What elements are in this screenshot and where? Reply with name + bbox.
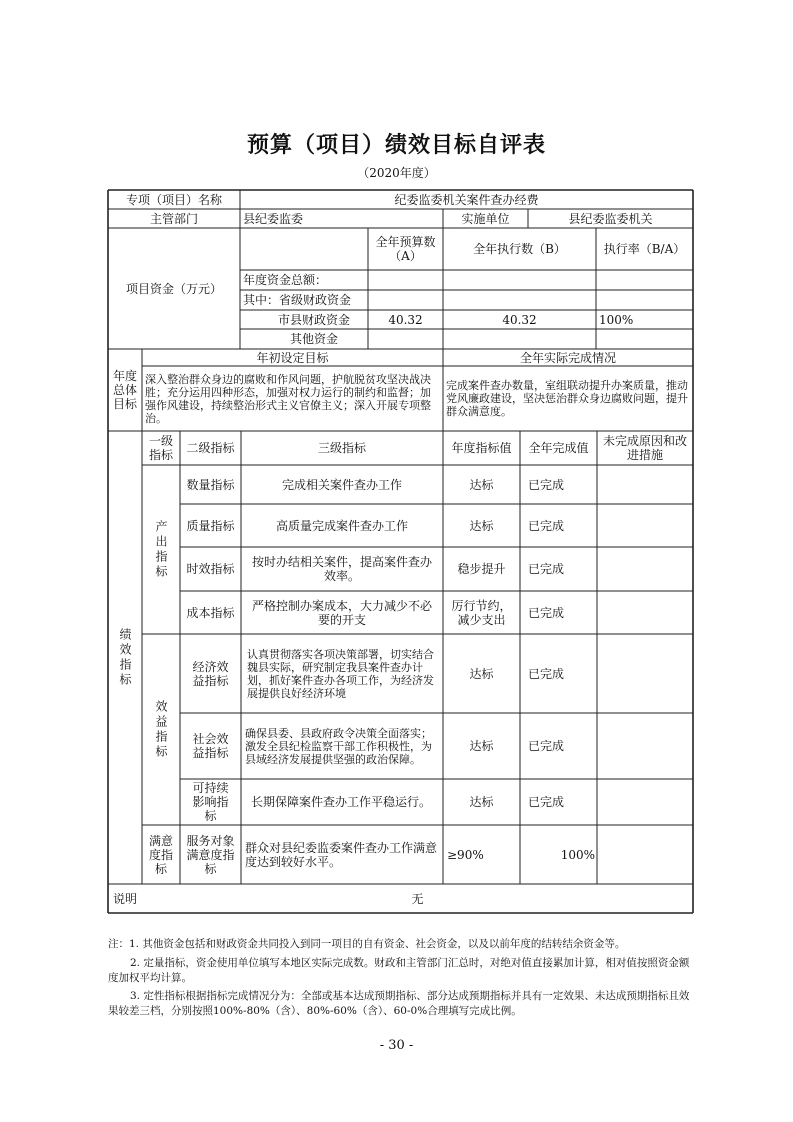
funds-row-total-label: 年度资金总额： — [243, 273, 328, 287]
row-sustainable-reason — [597, 779, 693, 825]
row-quality-target: 达标 — [469, 518, 494, 533]
funds-row-other-budget — [368, 329, 443, 349]
row-economic-target: 达标 — [469, 666, 494, 681]
funds-col-rate: 执行率（B/A） — [603, 242, 686, 256]
goals-actual-header: 全年实际完成情况 — [519, 350, 616, 365]
row-quality-level3: 高质量完成案件查办工作 — [275, 518, 408, 533]
row-quantity-level3: 完成相关案件查办工作 — [281, 477, 402, 492]
dept-label: 主管部门 — [149, 211, 198, 226]
project-name-value: 纪委监委机关案件查办经费 — [394, 192, 539, 207]
header-level1: 一级指标 — [148, 434, 173, 462]
row-cost-level2: 成本指标 — [186, 605, 235, 620]
row-quantity-actual: 已完成 — [528, 477, 565, 492]
note-2: 2. 定量指标，资金使用单位填写本地区实际完成数。财政和主管部门汇总时，对绝对值直接累加计算，相对值按照资金额度加权平均计算。 — [108, 957, 690, 984]
row-social-reason — [597, 713, 693, 779]
year-subtitle: （2020年度） — [357, 166, 436, 180]
row-quantity-level2: 数量指标 — [186, 477, 235, 492]
remark-value: 无 — [411, 891, 424, 906]
remark-label: 说明 — [112, 891, 137, 906]
row-quality-actual: 已完成 — [528, 518, 565, 533]
row-timeliness-level3: 按时办结相关案件，提高案件查办效率。 — [251, 555, 432, 583]
notes-prefix: 注： — [108, 938, 129, 950]
funds-row-city-rate: 100% — [599, 312, 634, 327]
group-satisfaction-label: 满意度指标 — [148, 833, 173, 876]
row-social-actual: 已完成 — [528, 739, 565, 753]
funds-row-city-budget: 40.32 — [388, 312, 423, 327]
funds-row-total-exec — [443, 270, 596, 290]
indicators-label: 绩效指标 — [118, 627, 132, 688]
note-1: 注：1. 其他资金包括和财政资金共同投入到同一项目的自有资金、社会资金，以及以前年度的结转结余资金等。 — [108, 938, 626, 950]
row-satisfaction-actual: 100% — [560, 847, 595, 862]
row-sustainable-target: 达标 — [469, 795, 494, 809]
row-economic-level3: 认真贯彻落实各项决策部署，切实结合魏县实际，研究制定我县案件查办计划，抓好案件查办各项工作，为经济发展提供良好经济环境 — [247, 647, 434, 700]
funds-row-provincial-label: 其中：省级财政资金 — [243, 293, 352, 307]
funds-row-total-budget — [368, 270, 443, 290]
row-satisfaction-level3: 群众对县纪委监委案件查办工作满意度达到较好水平。 — [245, 840, 438, 869]
row-economic-level2: 经济效益指标 — [192, 659, 229, 688]
funds-row-provincial-exec — [443, 290, 596, 310]
header-target: 年度指标值 — [451, 441, 512, 455]
note-3: 3. 定性指标根据指标完成情况分为：全部或基本达成预期指标、部分达成预期指标并具有一定效果、未达成预期指标且效果较差三档，分别按照100%-80%（含）、80%-60%（含）、60-0%合理填写完成比例。 — [108, 990, 690, 1017]
row-satisfaction-target: ≥90% — [447, 847, 484, 862]
row-timeliness-actual: 已完成 — [528, 562, 565, 576]
goals-initial-header: 年初设定目标 — [256, 350, 329, 365]
row-quantity-reason — [597, 465, 693, 504]
header-actual: 全年完成值 — [528, 441, 589, 455]
funds-col-exec: 全年执行数（B） — [473, 242, 566, 256]
funds-row-provincial-rate — [596, 290, 693, 310]
row-timeliness-target: 稳步提升 — [457, 562, 506, 576]
group-benefit-label: 效益指标 — [154, 699, 168, 760]
row-cost-level3: 严格控制办案成本，大力减少不必要的开支 — [251, 598, 432, 627]
goals-actual-text: 完成案件查办数量，室组联动提升办案质量，推动党风廉政建设，坚决惩治群众身边腐败问题，提升群众满意度。 — [446, 379, 688, 418]
row-sustainable-actual: 已完成 — [528, 795, 565, 809]
row-cost-reason — [597, 591, 693, 634]
group-output-label: 产出指标 — [154, 519, 168, 580]
row-timeliness-level2: 时效指标 — [186, 562, 235, 576]
dept-value: 县纪委监委 — [243, 211, 304, 226]
page-number: - 30 - — [379, 1038, 414, 1053]
row-social-target: 达标 — [469, 739, 494, 753]
funds-row-total-rate — [596, 270, 693, 290]
row-satisfaction-level2: 服务对象满意度指标 — [186, 833, 235, 876]
row-quality-reason — [597, 504, 693, 547]
funds-col-budget: 全年预算数（A） — [375, 235, 436, 263]
row-economic-actual: 已完成 — [528, 666, 565, 681]
funds-label: 项目资金（万元） — [125, 281, 222, 296]
funds-row-city-label: 市县财政资金 — [277, 312, 350, 327]
funds-row-provincial-budget — [368, 290, 443, 310]
row-quality-level2: 质量指标 — [186, 518, 235, 533]
funds-row-city-exec: 40.32 — [502, 312, 537, 327]
row-economic-reason — [597, 634, 693, 713]
goals-initial-text: 深入整治群众身边的腐败和作风问题，护航脱贫攻坚决战决胜；充分运用四种形态，加强对权力运行的制约和监督；加强作风建设，持续整治形式主义官僚主义；深入开展专项整治。 — [145, 372, 431, 425]
row-social-level3: 确保县委、县政府政令决策全面落实；激发全县纪检监察干部工作积极性，为县域经济发展提供坚强的政治保障。 — [245, 726, 432, 766]
impl-value: 县纪委监委机关 — [568, 211, 653, 226]
row-sustainable-level2: 可持续影响指标 — [192, 781, 229, 823]
row-quantity-target: 达标 — [469, 477, 494, 492]
funds-row-other-rate — [596, 329, 693, 349]
header-reason: 未完成原因和改进措施 — [602, 434, 687, 462]
row-cost-actual: 已完成 — [528, 605, 565, 620]
header-level2: 二级指标 — [186, 441, 235, 455]
header-level3: 三级指标 — [317, 441, 366, 455]
goals-label: 年度总体目标 — [112, 369, 137, 411]
row-timeliness-reason — [597, 547, 693, 591]
row-satisfaction-reason — [597, 825, 693, 884]
impl-label: 实施单位 — [461, 211, 510, 226]
row-cost-target: 厉行节约，减少支出 — [451, 598, 512, 627]
project-name-label: 专项（项目）名称 — [125, 192, 222, 207]
funds-row-other-exec — [443, 329, 596, 349]
funds-row-other-label: 其他资金 — [289, 332, 338, 346]
row-sustainable-level3: 长期保障案件查办工作平稳运行。 — [251, 795, 432, 809]
page-title: 预算（项目）绩效目标自评表 — [246, 132, 546, 158]
row-social-level2: 社会效益指标 — [192, 732, 229, 760]
